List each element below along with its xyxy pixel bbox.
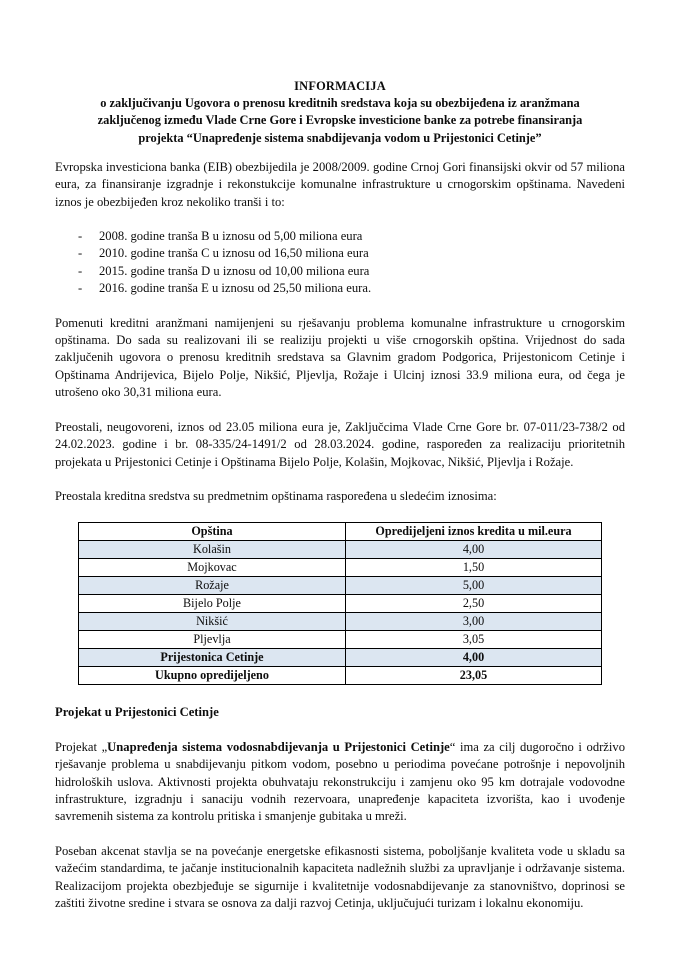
project-name-emphasis: Unapređenja sistema vodosnabdijevanja u Prijestonici Cetinje [107, 739, 450, 754]
document-subtitle-line-3: projekta “Unapređenje sistema snabdijevanja vodom u Prijestonici Cetinje” [138, 130, 542, 145]
list-item [55, 263, 625, 280]
section-heading-cetinje-project: Projekat u Prijestonici Cetinje [55, 705, 219, 720]
list-dash-marker: - [78, 263, 83, 278]
cell-municipality: Bijelo Polje [79, 595, 346, 613]
table-row [79, 541, 602, 559]
column-header-amount: Opredijeljeni iznos kredita u mil.eura [346, 523, 602, 541]
list-item-label: 2010. godine tranša C u iznosu od 16,50 miliona eura [99, 246, 369, 261]
paragraph-credit-arrangements: Pomenuti kreditni aranžmani namijenjeni su rješavanju problema komunalne infrastrukture u crnogorskim opštinama. Do sada su realizovani ili se realiziju projekti u više crnogorskih opština. Vrijednost do sada zaključenih ugovora o prenosu kreditnih sredstava sa Glavnim gradom Podgorica, Prijestonicom Cetinje i Opštinama Andrijevica, Bijelo Polje, Nikšić, Pljevlja, Rožaje i Ulcinj iznosi 33.9 miliona eura, od čega je utrošeno oko 30,31 miliona eura. [55, 315, 625, 400]
table-row [79, 559, 602, 577]
list-item [55, 280, 625, 297]
paragraph-remaining-amount: Preostali, neugovoreni, iznos od 23.05 miliona eura je, Zaključcima Vlade Crne Gore br. 07-011/23-738/2 od 24.02.2023. godine i br. 08-335/24-1491/2 od 28.03.2024. godine, raspoređen za realizaciju prioritetnih projekata u Prijestonici Cetinje i Opštinama Bijelo Polje, Kolašin, Mojkovac, Nikšić, Pljevlja i Rožaje. [55, 419, 625, 469]
cell-amount: 2,50 [346, 595, 602, 613]
cell-total-amount: 23,05 [346, 667, 602, 685]
list-item [55, 228, 625, 245]
document-title-block [55, 78, 625, 147]
cell-municipality: Prijestonica Cetinje [79, 649, 346, 667]
cell-total-label: Ukupno opredijeljeno [79, 667, 346, 685]
list-dash-marker: - [78, 246, 83, 261]
cell-amount: 4,00 [346, 541, 602, 559]
table-row [79, 577, 602, 595]
table-row [79, 595, 602, 613]
amounts-table-wrapper [55, 522, 625, 685]
paragraph-funding-framework: Evropska investiciona banka (EIB) obezbijedila je 2008/2009. godine Crnoj Gori finansijski okvir od 57 miliona eura, za finansiranje izgradnje i rekonstukcije komunalne infrastrukture u crnogorskim opštinama. Navedeni iznos je obezbijeđen kroz nekoliko tranši i to: [55, 159, 625, 209]
cell-amount: 3,00 [346, 613, 602, 631]
cell-amount: 1,50 [346, 559, 602, 577]
paragraph-table-intro: Preostala kreditna sredstva su predmetnim opštinama raspoređena u sledećim iznosima: [55, 488, 497, 503]
cell-municipality: Kolašin [79, 541, 346, 559]
project-description-rest: “ ima za cilj dugoročno i održivo rješavanje problema u snabdijevanju pitkom vodom, posebno u periodima povećane potrošnje i nepovoljnih hidroloških uslova. Aktivnosti projekta obuhvataju rekonstrukciju i zamjenu oko 95 km dotrajale vodovodne infrastrukture, izgradnju i sanaciju vodnih rezervoara, unapređenje kapaciteta izvorišta, kao i uvođenje savremenih sistema za kontrolu pritiska i smanjenje gubitaka u mreži. [55, 739, 625, 824]
table-row [79, 613, 602, 631]
document-subtitle-line-1: o zaključivanju Ugovora o prenosu kreditnih sredstava koja su obezbijeđena iz aranžmana [100, 96, 580, 111]
paragraph-project-benefits: Poseban akcenat stavlja se na povećanje energetske efikasnosti sistema, poboljšanje kvaliteta vode u skladu sa važećim standardima, te jačanje institucionalnih kapaciteta nadležnih službi za upravljanje i održavanje sistema. Realizacijom projekta obezbjeđuje se sigurnije i kvalitetnije vodosnabdijevanje za stanovništvo, doprinosi se zaštiti životne sredine i stvara se osnova za dalji razvoj Cetinja, uključujući turizam i lokalnu ekonomiju. [55, 843, 625, 910]
table-row-capital-city [79, 649, 602, 667]
paragraph-project-description [55, 739, 625, 826]
column-header-municipality: Opština [79, 523, 346, 541]
cell-amount: 3,05 [346, 631, 602, 649]
list-item-label: 2015. godine tranša D u iznosu od 10,00 miliona eura [99, 263, 370, 278]
list-item-label: 2008. godine tranša B u iznosu od 5,00 miliona eura [99, 229, 363, 244]
cell-municipality: Rožaje [79, 577, 346, 595]
table-row [79, 631, 602, 649]
cell-municipality: Pljevlja [79, 631, 346, 649]
cell-amount: 5,00 [346, 577, 602, 595]
document-subtitle-line-2: zaključenog između Vlade Crne Gore i Evropske investicione banke za potrebe finansiranja [97, 113, 583, 128]
table-header-row [79, 523, 602, 541]
project-quote-open: Projekat „ [55, 739, 108, 754]
list-dash-marker: - [78, 229, 83, 244]
tranche-list [55, 228, 625, 298]
cell-municipality: Mojkovac [79, 559, 346, 577]
amounts-table [78, 522, 602, 685]
list-item [55, 245, 625, 262]
table-row-total [79, 667, 602, 685]
cell-amount: 4,00 [346, 649, 602, 667]
list-dash-marker: - [78, 281, 83, 296]
list-item-label: 2016. godine tranša E u iznosu od 25,50 miliona eura. [99, 281, 372, 296]
document-title-heading: INFORMACIJA [294, 79, 386, 93]
cell-municipality: Nikšić [79, 613, 346, 631]
